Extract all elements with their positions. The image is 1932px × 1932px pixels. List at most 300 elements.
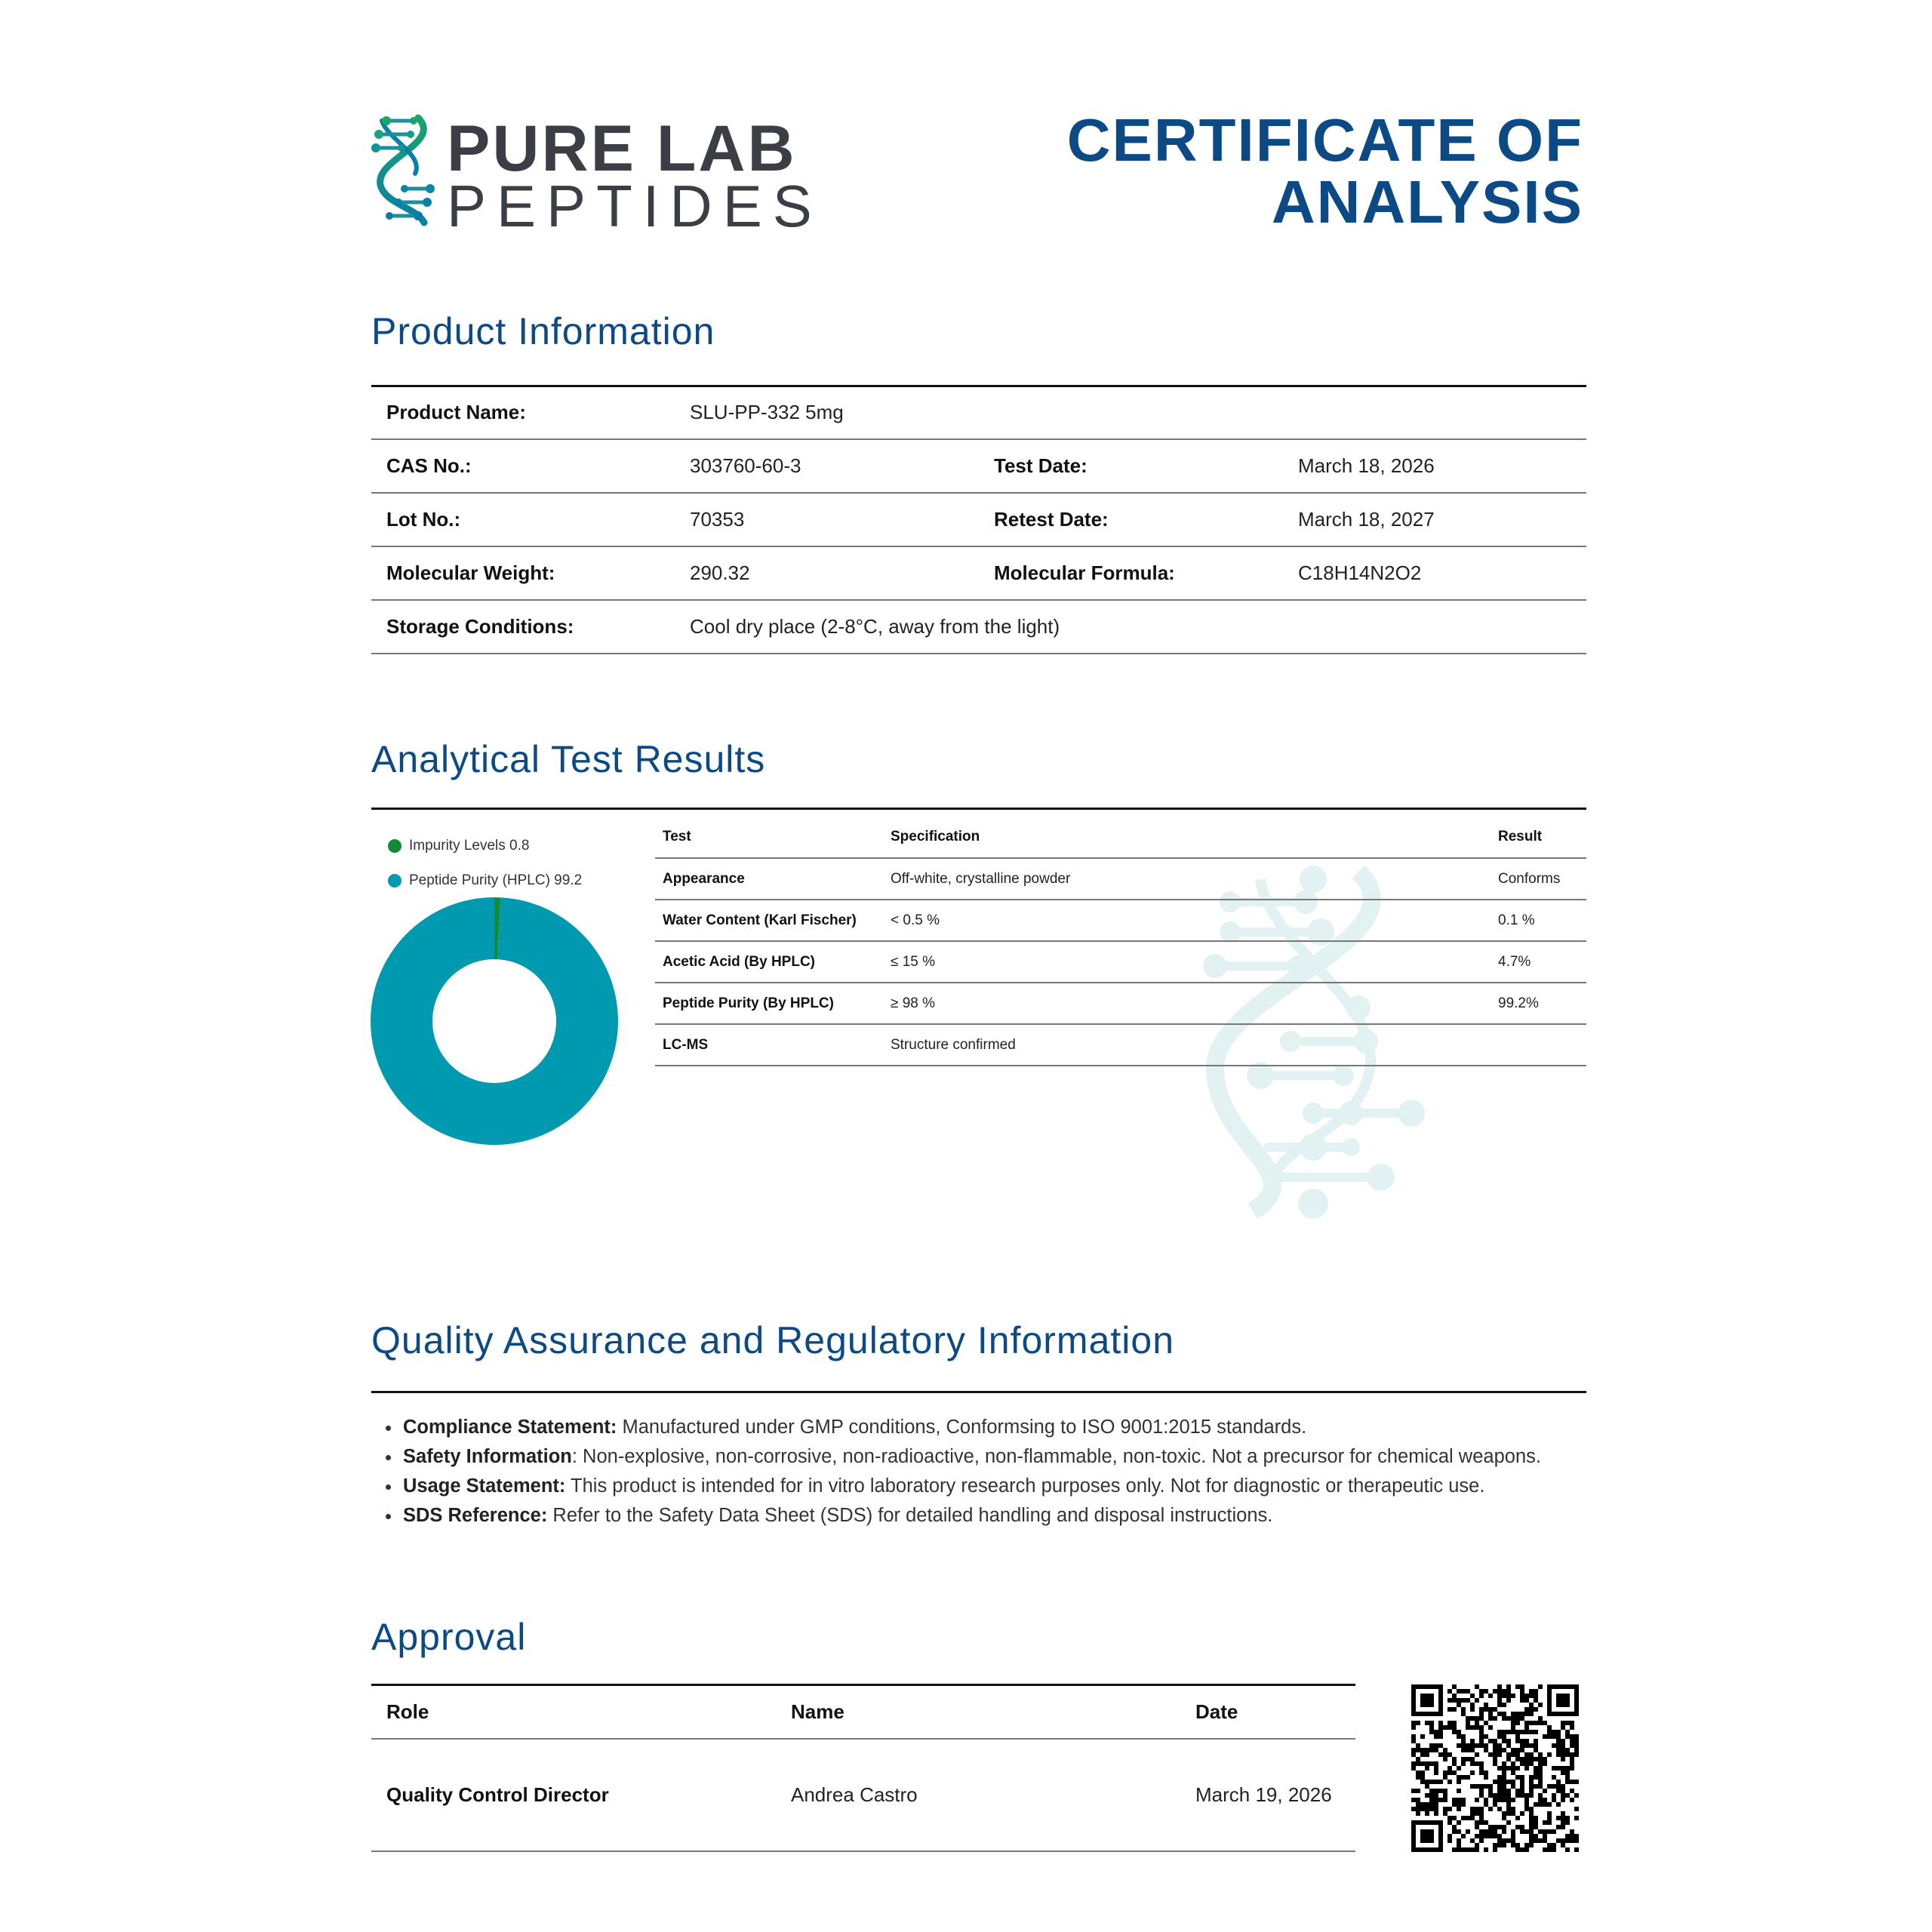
qr-module [1416, 1802, 1420, 1807]
list-item [401, 1501, 1609, 1531]
qr-module [1529, 1730, 1534, 1734]
qr-module [1429, 1793, 1434, 1798]
qr-module [1570, 1725, 1574, 1730]
qr-module [1452, 1721, 1457, 1725]
qr-module [1570, 1757, 1574, 1761]
qr-module [1447, 1698, 1452, 1703]
qr-module [1552, 1766, 1556, 1770]
qr-module [1565, 1748, 1570, 1752]
qr-module [1493, 1798, 1497, 1802]
qr-module [1574, 1816, 1579, 1820]
qr-finder [1547, 1684, 1552, 1716]
qr-module [1543, 1802, 1547, 1807]
qr-module [1515, 1712, 1520, 1716]
qr-module [1493, 1843, 1497, 1847]
document-title-line2: ANALYSIS [1271, 168, 1583, 235]
qr-module [1457, 1766, 1461, 1770]
qr-module [1524, 1694, 1529, 1698]
qr-module [1466, 1847, 1470, 1852]
qr-module [1434, 1766, 1438, 1770]
qr-module [1561, 1752, 1565, 1757]
brand-logo [371, 112, 823, 239]
qr-module [1497, 1825, 1502, 1829]
qr-module [1515, 1793, 1520, 1798]
qr-module [1493, 1716, 1497, 1721]
qr-module [1502, 1775, 1506, 1780]
qr-module [1506, 1798, 1511, 1802]
qr-module [1502, 1734, 1506, 1739]
qr-module [1534, 1838, 1538, 1843]
qr-module [1524, 1761, 1529, 1766]
qr-module [1506, 1716, 1511, 1721]
qr-module [1534, 1757, 1538, 1761]
qr-module [1493, 1757, 1497, 1761]
qr-module [1429, 1798, 1434, 1802]
qr-module [1524, 1793, 1529, 1798]
qr-module [1529, 1838, 1534, 1843]
qr-module [1479, 1725, 1484, 1730]
test-spec: Off-white, crystalline powder [883, 858, 1491, 900]
qr-module [1452, 1816, 1457, 1820]
qr-module [1457, 1807, 1461, 1811]
retest-date-value: March 18, 2027 [1283, 493, 1586, 546]
qr-module [1502, 1811, 1506, 1816]
product-name-value: SLU-PP-332 5mg [675, 386, 1586, 439]
qr-module [1484, 1707, 1488, 1712]
qr-module [1524, 1847, 1529, 1852]
qr-module [1561, 1748, 1565, 1752]
qr-module [1561, 1811, 1565, 1816]
qr-module [1411, 1748, 1416, 1752]
qr-module [1534, 1748, 1538, 1752]
qr-module [1443, 1725, 1447, 1730]
legend-label: Impurity Levels 0.8 [409, 838, 530, 854]
qr-module [1529, 1793, 1534, 1798]
qr-module [1561, 1766, 1565, 1770]
qr-module [1488, 1712, 1493, 1716]
qr-module [1520, 1761, 1524, 1766]
qr-module [1538, 1766, 1543, 1770]
qr-module [1447, 1689, 1452, 1694]
qr-module [1429, 1761, 1434, 1766]
table-row [655, 941, 1586, 983]
qr-module [1534, 1766, 1538, 1770]
qr-module [1497, 1730, 1502, 1734]
qr-module [1475, 1743, 1479, 1748]
qr-module [1452, 1698, 1457, 1703]
qr-module [1484, 1743, 1488, 1748]
qr-module [1497, 1789, 1502, 1793]
qr-module [1515, 1739, 1520, 1743]
qr-module [1502, 1816, 1506, 1820]
qr-module [1447, 1770, 1452, 1775]
qr-finder [1547, 1684, 1579, 1689]
qa-item-text: Manufactured under GMP conditions, Conformsing to ISO 9001:2015 standards. [617, 1417, 1307, 1438]
qr-module [1529, 1721, 1534, 1725]
qr-module [1452, 1725, 1457, 1730]
qr-module [1493, 1739, 1497, 1743]
qr-module [1547, 1847, 1552, 1852]
qr-module [1529, 1829, 1534, 1834]
qr-module [1561, 1721, 1565, 1725]
formula-label: Molecular Formula: [979, 546, 1283, 600]
qr-module [1434, 1734, 1438, 1739]
qr-module [1574, 1838, 1579, 1843]
storage-value: Cool dry place (2-8°C, away from the light) [675, 600, 1586, 654]
qr-module [1556, 1748, 1561, 1752]
qr-module [1420, 1761, 1425, 1766]
qr-module [1457, 1734, 1461, 1739]
qr-module [1515, 1752, 1520, 1757]
qr-module [1520, 1780, 1524, 1784]
qr-module [1511, 1829, 1515, 1834]
qr-module [1520, 1829, 1524, 1834]
product-info-heading: Product Information [371, 310, 715, 352]
qr-finder [1556, 1694, 1570, 1707]
qr-module [1529, 1816, 1534, 1820]
qr-module [1434, 1789, 1438, 1793]
qr-module [1556, 1838, 1561, 1843]
qr-module [1420, 1775, 1425, 1780]
qr-module [1452, 1802, 1457, 1807]
qr-module [1543, 1847, 1547, 1852]
qr-module [1502, 1766, 1506, 1770]
qr-module [1506, 1838, 1511, 1843]
qr-module [1529, 1843, 1534, 1847]
qr-module [1461, 1743, 1466, 1748]
qr-module [1565, 1816, 1570, 1820]
qr-module [1447, 1838, 1452, 1843]
test-result: 99.2% [1491, 983, 1586, 1024]
test-result: 4.7% [1491, 941, 1586, 983]
qr-module [1547, 1816, 1552, 1820]
qr-module [1466, 1721, 1470, 1725]
qr-module [1425, 1807, 1429, 1811]
qr-module [1484, 1770, 1488, 1775]
qr-module [1529, 1780, 1534, 1784]
qr-module [1520, 1689, 1524, 1694]
qr-module [1479, 1816, 1484, 1820]
qr-module [1470, 1694, 1475, 1698]
qr-module [1524, 1707, 1529, 1712]
qr-finder [1438, 1820, 1443, 1852]
qr-module [1475, 1721, 1479, 1725]
qr-module [1493, 1752, 1497, 1757]
qr-module [1556, 1766, 1561, 1770]
qr-module [1443, 1770, 1447, 1775]
qr-module [1502, 1789, 1506, 1793]
qr-module [1529, 1807, 1534, 1811]
qr-module [1420, 1752, 1425, 1757]
qr-module [1538, 1757, 1543, 1761]
qr-module [1556, 1825, 1561, 1829]
qr-module [1479, 1730, 1484, 1734]
qr-module [1488, 1807, 1493, 1811]
qr-module [1534, 1694, 1538, 1698]
qr-module [1457, 1703, 1461, 1707]
document-title-line1: CERTIFICATE OF [1066, 106, 1583, 174]
brand-name-line2: PEPTIDES [447, 173, 823, 239]
qr-module [1493, 1825, 1497, 1829]
qr-module [1416, 1811, 1420, 1816]
qr-module [1574, 1847, 1579, 1852]
qr-module [1475, 1752, 1479, 1757]
qr-module [1570, 1743, 1574, 1748]
qr-module [1497, 1775, 1502, 1780]
qr-module [1538, 1684, 1543, 1689]
qr-module [1515, 1766, 1520, 1770]
qr-module [1515, 1757, 1520, 1761]
table-row [655, 983, 1586, 1024]
qr-module [1497, 1703, 1502, 1707]
list-item [401, 1413, 1609, 1442]
qr-module [1547, 1811, 1552, 1816]
qr-module [1484, 1703, 1488, 1707]
qr-module [1452, 1770, 1457, 1775]
qr-module [1466, 1757, 1470, 1761]
qr-module [1470, 1816, 1475, 1820]
test-name: Appearance [655, 858, 883, 900]
qr-module [1524, 1721, 1529, 1725]
qr-module [1466, 1698, 1470, 1703]
qr-module [1529, 1707, 1534, 1712]
qr-module [1570, 1721, 1574, 1725]
qr-module [1565, 1766, 1570, 1770]
qr-module [1502, 1798, 1506, 1802]
qr-module [1529, 1752, 1534, 1757]
qr-module [1524, 1712, 1529, 1716]
qr-finder [1411, 1712, 1443, 1716]
list-item [401, 1472, 1609, 1501]
qr-module [1515, 1825, 1520, 1829]
qr-module [1565, 1721, 1570, 1725]
qr-module [1534, 1707, 1538, 1712]
qr-module [1565, 1775, 1570, 1780]
product-name-label: Product Name: [371, 386, 675, 439]
qr-code[interactable] [1411, 1684, 1579, 1852]
qr-module [1479, 1694, 1484, 1698]
qr-module [1511, 1798, 1515, 1802]
qr-module [1538, 1721, 1543, 1725]
qr-module [1484, 1689, 1488, 1694]
qr-module [1425, 1748, 1429, 1752]
qr-module [1425, 1793, 1429, 1798]
qr-module [1547, 1734, 1552, 1739]
qr-module [1543, 1834, 1547, 1838]
table-row [371, 493, 1586, 546]
qr-module [1552, 1843, 1556, 1847]
qr-module [1502, 1829, 1506, 1834]
qr-module [1475, 1834, 1479, 1838]
qr-module [1479, 1807, 1484, 1811]
qr-module [1470, 1707, 1475, 1712]
qr-module [1425, 1802, 1429, 1807]
qr-module [1420, 1734, 1425, 1739]
qr-module [1443, 1793, 1447, 1798]
qr-module [1457, 1820, 1461, 1825]
qr-module [1538, 1780, 1543, 1784]
qr-module [1520, 1789, 1524, 1793]
qr-module [1438, 1752, 1443, 1757]
qa-rule [371, 1391, 1586, 1393]
qr-module [1547, 1829, 1552, 1834]
qr-module [1524, 1730, 1529, 1734]
table-row [371, 1739, 1355, 1851]
qr-module [1515, 1721, 1520, 1725]
qr-module [1497, 1793, 1502, 1798]
qr-module [1479, 1707, 1484, 1712]
qr-module [1479, 1789, 1484, 1793]
qr-module [1429, 1807, 1434, 1811]
qr-module [1506, 1698, 1511, 1703]
qr-module [1457, 1775, 1461, 1780]
qr-module [1524, 1743, 1529, 1748]
table-row [655, 1024, 1586, 1066]
qr-module [1570, 1766, 1574, 1770]
qr-module [1443, 1807, 1447, 1811]
qr-module [1416, 1761, 1420, 1766]
table-row [371, 386, 1586, 439]
qr-module [1561, 1843, 1565, 1847]
qr-module [1493, 1847, 1497, 1852]
qr-module [1511, 1716, 1515, 1721]
qr-module [1457, 1838, 1461, 1843]
qr-module [1497, 1684, 1502, 1689]
qr-module [1457, 1780, 1461, 1784]
qr-module [1511, 1761, 1515, 1766]
qr-module [1411, 1725, 1416, 1730]
qr-module [1479, 1770, 1484, 1775]
qr-module [1534, 1825, 1538, 1829]
qr-module [1534, 1802, 1538, 1807]
table-row [371, 546, 1586, 600]
qr-module [1520, 1775, 1524, 1780]
qr-module [1438, 1734, 1443, 1739]
qr-module [1502, 1780, 1506, 1784]
qr-module [1547, 1730, 1552, 1734]
qr-module [1506, 1694, 1511, 1698]
qr-module [1515, 1775, 1520, 1780]
qr-module [1515, 1789, 1520, 1793]
qr-module [1479, 1689, 1484, 1694]
qr-finder [1574, 1684, 1579, 1716]
col-role: Role [371, 1685, 776, 1739]
qr-module [1479, 1716, 1484, 1721]
qr-module [1534, 1816, 1538, 1820]
qr-module [1470, 1761, 1475, 1766]
qr-finder [1420, 1829, 1434, 1843]
qr-module [1529, 1820, 1534, 1825]
qr-module [1520, 1793, 1524, 1798]
qr-module [1470, 1743, 1475, 1748]
qr-module [1506, 1780, 1511, 1784]
qr-module [1461, 1739, 1466, 1743]
qr-module [1574, 1834, 1579, 1838]
donut-slice-peptide-purity-hplc [371, 897, 618, 1145]
col-spec: Specification [883, 817, 1491, 858]
qr-module [1574, 1743, 1579, 1748]
test-date-label: Test Date: [979, 439, 1283, 493]
qr-module [1416, 1721, 1420, 1725]
qr-module [1479, 1766, 1484, 1770]
qr-module [1461, 1748, 1466, 1752]
qr-module [1488, 1789, 1493, 1793]
qr-module [1434, 1793, 1438, 1798]
qr-module [1538, 1775, 1543, 1780]
qr-module [1506, 1739, 1511, 1743]
legend-item [388, 863, 582, 898]
qr-module [1570, 1834, 1574, 1838]
qr-module [1479, 1838, 1484, 1843]
qr-module [1429, 1748, 1434, 1752]
test-name: Peptide Purity (By HPLC) [655, 983, 883, 1024]
qr-module [1524, 1802, 1529, 1807]
analytical-heading: Analytical Test Results [371, 738, 766, 780]
qr-module [1434, 1743, 1438, 1748]
qr-module [1520, 1730, 1524, 1734]
qr-module [1475, 1811, 1479, 1816]
brand-name-line1: PURE LAB [447, 112, 797, 185]
qr-module [1470, 1807, 1475, 1811]
cas-label: CAS No.: [371, 439, 675, 493]
qr-module [1488, 1694, 1493, 1698]
qr-module [1561, 1793, 1565, 1798]
qr-module [1511, 1770, 1515, 1775]
qr-module [1529, 1757, 1534, 1761]
qr-module [1434, 1761, 1438, 1766]
qr-module [1411, 1734, 1416, 1739]
qr-module [1515, 1716, 1520, 1721]
qr-module [1484, 1748, 1488, 1752]
qr-module [1457, 1843, 1461, 1847]
qr-module [1570, 1734, 1574, 1739]
test-result: 0.1 % [1491, 900, 1586, 941]
qr-module [1543, 1798, 1547, 1802]
qr-module [1457, 1798, 1461, 1802]
qr-module [1461, 1802, 1466, 1807]
qr-module [1497, 1834, 1502, 1838]
qr-module [1556, 1789, 1561, 1793]
qr-module [1470, 1703, 1475, 1707]
qr-module [1479, 1834, 1484, 1838]
qr-module [1461, 1707, 1466, 1712]
analytical-rule [371, 808, 1586, 810]
qr-module [1529, 1825, 1534, 1829]
qr-module [1438, 1725, 1443, 1730]
qr-module [1461, 1712, 1466, 1716]
qr-module [1470, 1725, 1475, 1730]
qr-module [1475, 1784, 1479, 1789]
qr-module [1561, 1816, 1565, 1820]
qr-module [1497, 1748, 1502, 1752]
qr-module [1475, 1820, 1479, 1825]
qr-module [1515, 1730, 1520, 1734]
qr-module [1556, 1739, 1561, 1743]
qr-module [1475, 1716, 1479, 1721]
qr-module [1493, 1761, 1497, 1766]
qr-module [1484, 1798, 1488, 1802]
qr-module [1511, 1807, 1515, 1811]
qr-module [1565, 1752, 1570, 1757]
qr-module [1561, 1739, 1565, 1743]
qr-module [1493, 1793, 1497, 1798]
test-name: Water Content (Karl Fischer) [655, 900, 883, 941]
qr-module [1497, 1843, 1502, 1847]
cas-value: 303760-60-3 [675, 439, 979, 493]
qr-module [1552, 1829, 1556, 1834]
qr-module [1420, 1807, 1425, 1811]
qr-module [1475, 1798, 1479, 1802]
